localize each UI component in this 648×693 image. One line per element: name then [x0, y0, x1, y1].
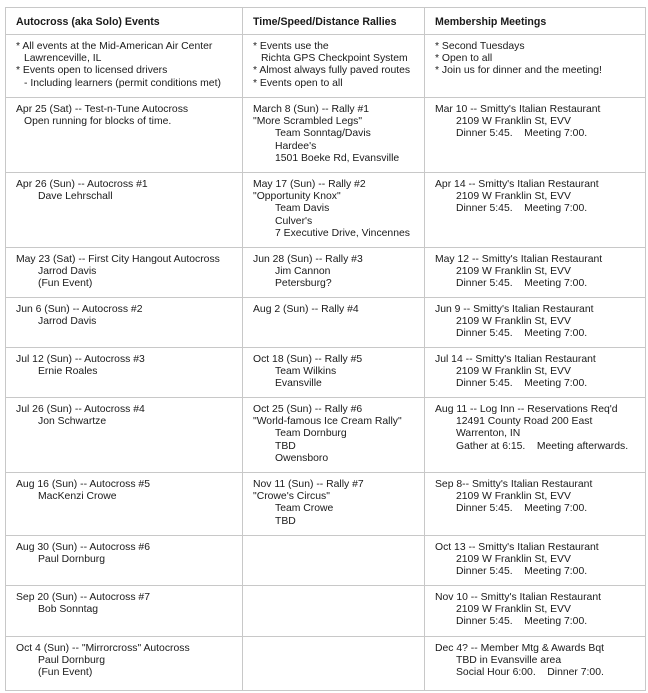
meeting-cell: [425, 398, 646, 473]
meeting-cell: [425, 173, 646, 248]
event-detail: * Events open to licensed drivers: [16, 65, 168, 77]
event-detail: 2109 W Franklin St, EVV: [456, 316, 571, 328]
rally-cell: [243, 348, 425, 398]
event-detail: Lawrenceville, IL: [24, 53, 102, 65]
event-detail: TBD: [275, 515, 296, 527]
event-title: * Second Tuesdays: [435, 41, 525, 52]
autocross-cell: [6, 536, 243, 586]
event-title: May 12 -- Smitty's Italian Restaurant: [435, 254, 603, 265]
table-row: [6, 248, 646, 298]
table-row: [6, 98, 646, 173]
event-detail: "Crowe's Circus": [253, 491, 330, 503]
event-detail: 1501 Boeke Rd, Evansville: [275, 152, 400, 164]
event-detail: Petersburg?: [275, 278, 332, 290]
event-title: Jul 14 -- Smitty's Italian Restaurant: [435, 354, 596, 365]
event-detail: "More Scrambled Legs": [253, 116, 363, 128]
event-title: * Events use the: [253, 41, 329, 52]
event-detail: Dinner 5:45. Meeting 7:00.: [456, 616, 588, 628]
rally-cell: [243, 298, 425, 348]
event-detail: Owensboro: [275, 452, 329, 464]
event-detail: Evansville: [275, 378, 322, 390]
meeting-cell: [425, 637, 646, 691]
rally-cell: [243, 536, 425, 586]
event-title: Aug 30 (Sun) -- Autocross #6: [16, 542, 150, 553]
event-detail: Team Dornburg: [275, 428, 347, 440]
meeting-cell: [425, 586, 646, 637]
event-detail: Team Wilkins: [275, 366, 337, 378]
event-title: Jun 6 (Sun) -- Autocross #2: [16, 304, 143, 315]
table-row: [6, 536, 646, 586]
event-detail: Jim Cannon: [275, 266, 331, 278]
event-detail: Team Crowe: [275, 503, 334, 515]
event-schedule-table: [5, 7, 646, 691]
table-row: [6, 298, 646, 348]
rally-cell: [243, 35, 425, 98]
event-detail: Hardee's: [275, 140, 317, 152]
event-title: Oct 25 (Sun) -- Rally #6: [253, 404, 363, 415]
rally-cell: [243, 173, 425, 248]
meeting-cell: [425, 298, 646, 348]
event-title: Sep 20 (Sun) -- Autocross #7: [16, 592, 150, 603]
event-title: Apr 26 (Sun) -- Autocross #1: [16, 179, 148, 190]
rally-cell: [243, 398, 425, 473]
table-row: [6, 473, 646, 536]
event-detail: - Including learners (permit conditions met): [24, 77, 221, 89]
rally-cell: [243, 637, 425, 691]
event-detail: TBD in Evansville area: [456, 655, 562, 667]
rally-cell: [243, 248, 425, 298]
schedule-body: [6, 35, 646, 691]
event-detail: Jarrod Davis: [38, 266, 97, 278]
event-title: March 8 (Sun) -- Rally #1: [253, 104, 370, 115]
header-autocross: Autocross (aka Solo) Events: [6, 8, 243, 35]
table-row: [6, 398, 646, 473]
header-meetings: Membership Meetings: [425, 8, 646, 35]
autocross-cell: [6, 398, 243, 473]
event-detail: Warrenton, IN: [456, 428, 521, 440]
meeting-cell: [425, 536, 646, 586]
event-detail: Open running for blocks of time.: [24, 116, 172, 128]
event-detail: (Fun Event): [38, 278, 93, 290]
event-detail: 2109 W Franklin St, EVV: [456, 116, 571, 128]
event-detail: * Open to all: [435, 53, 493, 65]
event-detail: Richta GPS Checkpoint System: [261, 53, 408, 65]
event-detail: Team Davis: [275, 203, 330, 215]
info-row: [6, 35, 646, 98]
autocross-cell: [6, 173, 243, 248]
meeting-cell: [425, 473, 646, 536]
event-detail: 2109 W Franklin St, EVV: [456, 491, 571, 503]
event-detail: 7 Executive Drive, Vincennes: [275, 227, 410, 239]
rally-cell: [243, 473, 425, 536]
meeting-cell: [425, 248, 646, 298]
meeting-cell: [425, 98, 646, 173]
event-detail: Dinner 5:45. Meeting 7:00.: [456, 378, 588, 390]
autocross-cell: [6, 586, 243, 637]
event-detail: Jon Schwartze: [38, 416, 107, 428]
event-title: Nov 11 (Sun) -- Rally #7: [253, 479, 364, 490]
autocross-cell: [6, 35, 243, 98]
event-title: Oct 13 -- Smitty's Italian Restaurant: [435, 542, 599, 553]
event-detail: Paul Dornburg: [38, 655, 106, 667]
rally-cell: [243, 586, 425, 637]
event-title: Nov 10 -- Smitty's Italian Restaurant: [435, 592, 601, 603]
event-title: Jul 26 (Sun) -- Autocross #4: [16, 404, 145, 415]
event-detail: "Opportunity Knox": [253, 191, 341, 203]
event-title: May 17 (Sun) -- Rally #2: [253, 179, 366, 190]
table-row: [6, 173, 646, 248]
event-title: Jun 28 (Sun) -- Rally #3: [253, 254, 363, 265]
event-detail: 2109 W Franklin St, EVV: [456, 191, 571, 203]
table-row: [6, 348, 646, 398]
event-detail: (Fun Event): [38, 667, 93, 679]
event-detail: 12491 County Road 200 East: [456, 416, 593, 428]
event-title: Aug 11 -- Log Inn -- Reservations Req'd: [435, 404, 618, 415]
event-detail: * Join us for dinner and the meeting!: [435, 65, 602, 77]
event-title: Apr 14 -- Smitty's Italian Restaurant: [435, 179, 599, 190]
event-detail: Dinner 5:45. Meeting 7:00.: [456, 128, 588, 140]
event-detail: Team Sonntag/Davis: [275, 128, 371, 140]
event-detail: 2109 W Franklin St, EVV: [456, 604, 571, 616]
event-detail: Dinner 5:45. Meeting 7:00.: [456, 503, 588, 515]
event-title: Mar 10 -- Smitty's Italian Restaurant: [435, 104, 601, 115]
event-title: Jun 9 -- Smitty's Italian Restaurant: [435, 304, 594, 315]
event-detail: Dinner 5:45. Meeting 7:00.: [456, 328, 588, 340]
event-detail: TBD: [275, 440, 296, 452]
header-row: [6, 8, 646, 35]
autocross-cell: [6, 348, 243, 398]
table-row: [6, 586, 646, 637]
autocross-cell: [6, 473, 243, 536]
event-title: * All events at the Mid-American Air Center: [16, 41, 213, 52]
event-detail: Social Hour 6:00. Dinner 7:00.: [456, 667, 604, 679]
event-title: Jul 12 (Sun) -- Autocross #3: [16, 354, 145, 365]
autocross-cell: [6, 637, 243, 691]
event-detail: 2109 W Franklin St, EVV: [456, 554, 571, 566]
event-detail: Dinner 5:45. Meeting 7:00.: [456, 278, 588, 290]
event-detail: Dave Lehrschall: [38, 191, 113, 203]
event-detail: * Almost always fully paved routes: [253, 65, 411, 77]
event-detail: * Events open to all: [253, 77, 343, 89]
event-detail: "World-famous Ice Cream Rally": [253, 416, 402, 428]
event-title: Aug 2 (Sun) -- Rally #4: [253, 304, 359, 315]
event-title: Sep 8-- Smitty's Italian Restaurant: [435, 479, 593, 490]
event-detail: Dinner 5:45. Meeting 7:00.: [456, 566, 588, 578]
event-detail: Paul Dornburg: [38, 554, 106, 566]
event-title: Dec 4? -- Member Mtg & Awards Bqt: [435, 643, 605, 654]
table-row: [6, 637, 646, 691]
event-detail: Dinner 5:45. Meeting 7:00.: [456, 203, 588, 215]
autocross-cell: [6, 248, 243, 298]
event-title: Aug 16 (Sun) -- Autocross #5: [16, 479, 150, 490]
header-rallies: Time/Speed/Distance Rallies: [243, 8, 425, 35]
rally-cell: [243, 98, 425, 173]
meeting-cell: [425, 35, 646, 98]
event-detail: 2109 W Franklin St, EVV: [456, 266, 571, 278]
event-title: Oct 4 (Sun) -- "Mirrorcross" Autocross: [16, 643, 190, 654]
event-detail: Gather at 6:15. Meeting afterwards.: [456, 440, 629, 452]
autocross-cell: [6, 298, 243, 348]
autocross-cell: [6, 98, 243, 173]
event-detail: Culver's: [275, 215, 313, 227]
event-title: May 23 (Sat) -- First City Hangout Autocross: [16, 254, 220, 265]
event-title: Apr 25 (Sat) -- Test-n-Tune Autocross: [16, 104, 189, 115]
event-detail: Bob Sonntag: [38, 604, 99, 616]
meeting-cell: [425, 348, 646, 398]
event-detail: Ernie Roales: [38, 366, 98, 378]
event-detail: MacKenzi Crowe: [38, 491, 117, 503]
event-detail: Jarrod Davis: [38, 316, 97, 328]
event-title: Oct 18 (Sun) -- Rally #5: [253, 354, 363, 365]
event-detail: 2109 W Franklin St, EVV: [456, 366, 571, 378]
